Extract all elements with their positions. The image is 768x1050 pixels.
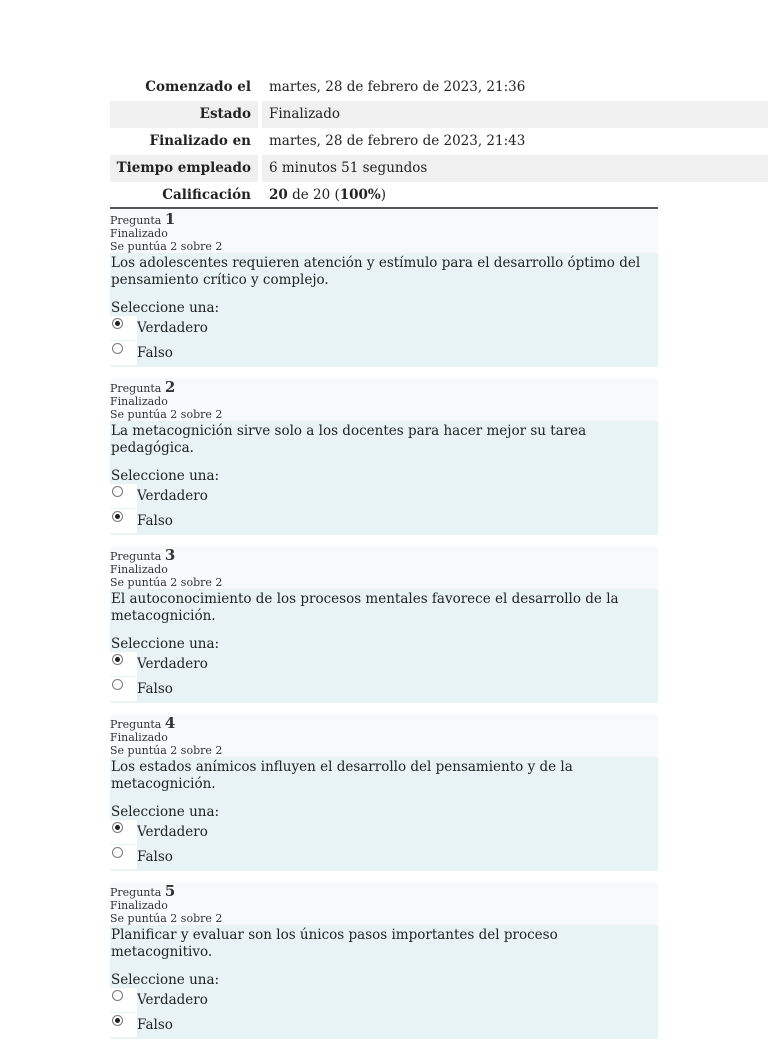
answer-option[interactable] xyxy=(110,1013,656,1038)
summary-value: Finalizado xyxy=(262,101,768,128)
question-2 xyxy=(110,378,658,535)
question-text: Planificar y evaluar son los únicos pasos importantes del proceso metacognitivo. xyxy=(111,927,558,960)
question-state: Finalizado xyxy=(110,563,168,576)
summary-divider xyxy=(110,207,658,209)
summary-row-grade xyxy=(110,182,768,209)
answer-option[interactable] xyxy=(110,677,656,702)
grade-percent: 100% xyxy=(339,187,381,203)
question-mark: Se puntúa 2 sobre 2 xyxy=(110,744,223,757)
radio-checked-icon[interactable] xyxy=(112,1015,123,1026)
option-label: Falso xyxy=(137,1016,173,1033)
question-state: Finalizado xyxy=(110,227,168,240)
radio-unchecked-icon[interactable] xyxy=(112,679,123,690)
answer-option[interactable] xyxy=(110,484,656,509)
question-text: La metacognición sirve solo a los docentes para hacer mejor su tarea pedagógica. xyxy=(111,423,587,456)
question-number: 3 xyxy=(164,546,176,564)
radio-unchecked-icon[interactable] xyxy=(112,343,123,354)
question-state: Finalizado xyxy=(110,899,168,912)
question-5 xyxy=(110,882,658,1039)
summary-row-started xyxy=(110,74,768,101)
summary-row-finished xyxy=(110,128,768,155)
question-mark: Se puntúa 2 sobre 2 xyxy=(110,240,223,253)
option-label: Verdadero xyxy=(137,824,208,841)
radio-button[interactable] xyxy=(110,820,137,844)
radio-button[interactable] xyxy=(110,509,137,533)
question-text: El autoconocimiento de los procesos mentales favorece el desarrollo de la metacognición. xyxy=(111,591,619,624)
summary-label: Estado xyxy=(110,101,258,128)
question-mark: Se puntúa 2 sobre 2 xyxy=(110,408,223,421)
question-mark: Se puntúa 2 sobre 2 xyxy=(110,912,223,925)
question-mark: Se puntúa 2 sobre 2 xyxy=(110,576,223,589)
question-prefix: Pregunta xyxy=(110,718,162,731)
question-number: 5 xyxy=(164,882,176,900)
radio-checked-icon[interactable] xyxy=(112,318,123,329)
grade-value xyxy=(262,182,768,209)
question-number: 2 xyxy=(164,378,176,396)
radio-button[interactable] xyxy=(110,341,137,365)
radio-button[interactable] xyxy=(110,988,137,1012)
question-info xyxy=(110,378,658,421)
question-state: Finalizado xyxy=(110,395,168,408)
summary-label: Finalizado en xyxy=(110,128,258,155)
summary-row-state xyxy=(110,101,768,128)
question-content xyxy=(110,925,658,1039)
summary-label: Comenzado el xyxy=(110,74,258,101)
quiz-summary-table xyxy=(110,74,768,209)
question-prefix: Pregunta xyxy=(110,382,162,395)
radio-checked-icon[interactable] xyxy=(112,654,123,665)
summary-value: martes, 28 de febrero de 2023, 21:43 xyxy=(262,128,768,155)
select-prompt: Seleccione una: xyxy=(111,804,220,820)
answer-option[interactable] xyxy=(110,845,656,870)
option-label: Verdadero xyxy=(137,992,208,1009)
option-label: Falso xyxy=(137,512,173,529)
answer-option[interactable] xyxy=(110,988,656,1013)
question-content xyxy=(110,589,658,703)
question-text: Los estados anímicos influyen el desarrollo del pensamiento y de la metacognición. xyxy=(111,759,573,792)
radio-button[interactable] xyxy=(110,845,137,869)
grade-close: ) xyxy=(380,187,387,203)
select-prompt: Seleccione una: xyxy=(111,300,220,316)
radio-unchecked-icon[interactable] xyxy=(112,486,123,497)
radio-button[interactable] xyxy=(110,652,137,676)
question-info xyxy=(110,882,658,925)
question-4 xyxy=(110,714,658,871)
question-content xyxy=(110,253,658,367)
answer-option[interactable] xyxy=(110,509,656,534)
answer-option[interactable] xyxy=(110,316,656,341)
radio-button[interactable] xyxy=(110,677,137,701)
question-content xyxy=(110,757,658,871)
option-label: Verdadero xyxy=(137,320,208,337)
question-info xyxy=(110,714,658,757)
radio-checked-icon[interactable] xyxy=(112,822,123,833)
option-label: Falso xyxy=(137,848,173,865)
answer-option[interactable] xyxy=(110,341,656,366)
select-prompt: Seleccione una: xyxy=(111,972,220,988)
radio-unchecked-icon[interactable] xyxy=(112,990,123,1001)
radio-button[interactable] xyxy=(110,1013,137,1037)
grade-of: de 20 ( xyxy=(287,187,340,203)
question-prefix: Pregunta xyxy=(110,550,162,563)
question-info xyxy=(110,210,658,253)
grade-score: 20 xyxy=(269,187,288,203)
question-number: 4 xyxy=(164,714,176,732)
answer-option[interactable] xyxy=(110,652,656,677)
question-content xyxy=(110,421,658,535)
question-prefix: Pregunta xyxy=(110,214,162,227)
summary-row-time xyxy=(110,155,768,182)
question-prefix: Pregunta xyxy=(110,886,162,899)
summary-value: martes, 28 de febrero de 2023, 21:36 xyxy=(262,74,768,101)
summary-label: Tiempo empleado xyxy=(110,155,258,182)
option-label: Falso xyxy=(137,680,173,697)
radio-checked-icon[interactable] xyxy=(112,511,123,522)
radio-button[interactable] xyxy=(110,484,137,508)
option-label: Falso xyxy=(137,344,173,361)
radio-button[interactable] xyxy=(110,316,137,340)
answer-option[interactable] xyxy=(110,820,656,845)
summary-value: 6 minutos 51 segundos xyxy=(262,155,768,182)
select-prompt: Seleccione una: xyxy=(111,468,220,484)
option-label: Verdadero xyxy=(137,656,208,673)
question-1 xyxy=(110,210,658,367)
question-state: Finalizado xyxy=(110,731,168,744)
question-3 xyxy=(110,546,658,703)
question-info xyxy=(110,546,658,589)
option-label: Verdadero xyxy=(137,488,208,505)
question-text: Los adolescentes requieren atención y estímulo para el desarrollo óptimo del pensamiento crítico y complejo. xyxy=(111,255,641,288)
radio-unchecked-icon[interactable] xyxy=(112,847,123,858)
summary-label: Calificación xyxy=(110,182,258,209)
question-number: 1 xyxy=(164,210,176,228)
question-list xyxy=(110,210,658,1050)
select-prompt: Seleccione una: xyxy=(111,636,220,652)
